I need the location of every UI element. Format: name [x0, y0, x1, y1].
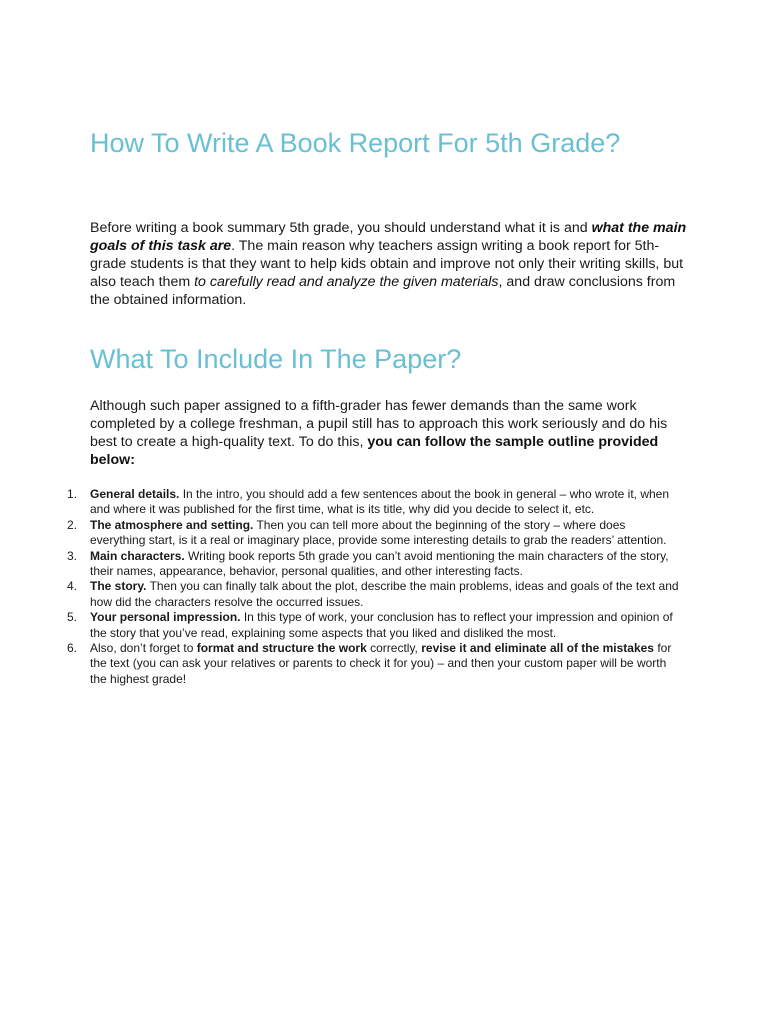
intro-text-3: , and draw conclusions from the obtained information. [90, 274, 676, 308]
outline-item-personal-impression [67, 610, 680, 641]
item-title: The atmosphere and setting. [90, 517, 254, 532]
intro-emphasis-read: to carefully read and analyze the given materials [194, 274, 499, 290]
item-emphasis-format: format and structure the work [196, 641, 367, 656]
item-number: 4. [67, 579, 78, 594]
outline-item-format-revise [67, 641, 680, 687]
item-title: Your personal impression. [90, 610, 241, 625]
intro-text-2: . The main reason why teachers assign writing a book report for 5th-grade students is that they want to help kids obtain and improve not only their writing skills, but also teach them [90, 238, 684, 290]
item-number: 3. [67, 548, 78, 563]
item-emphasis-revise: revise it and eliminate all of the mistakes [421, 641, 654, 656]
intro-text-1: Before writing a book summary 5th grade, you should understand what it is and [90, 220, 592, 236]
outline-intro-paragraph [90, 397, 690, 469]
outline-item-main-characters [67, 548, 680, 580]
outline-item-atmosphere-setting [67, 517, 680, 549]
outline-item-general-details [67, 487, 680, 518]
outline-list [67, 487, 680, 687]
item-number: 6. [67, 641, 78, 656]
item-text: Then you can finally talk about the plot, describe the main problems, ideas and goals of the text and how did the characters resolve the occurred issues. [90, 579, 679, 609]
item-text: In this type of work, your conclusion has to reflect your impression and opinion of the story that you’ve read, explaining some aspects that you liked and disliked the most. [90, 610, 673, 640]
item-number: 2. [67, 517, 78, 532]
item-title: General details. [90, 487, 180, 501]
item-text: correctly, [366, 641, 422, 656]
item-number: 1. [67, 487, 78, 501]
item-text: In the intro, you should add a few sentences about the book in general – who wrote it, when and where it was published for the first time, what is its title, why did you decide to select it, etc. [90, 487, 670, 517]
intro-emphasis-goals: what the main goals of this task are [90, 220, 687, 254]
item-title: Main characters. [90, 548, 185, 563]
intro-paragraph [90, 219, 690, 309]
item-text: Writing book reports 5th grade you can’t avoid mentioning the main characters of the story, their names, appearance, behavior, personal qualities, and other interesting facts. [90, 548, 669, 579]
item-title: The story. [90, 579, 147, 594]
outline-intro-emphasis: you can follow the sample outline provided below: [90, 434, 659, 468]
heading-what-to-include: What To Include In The Paper? [90, 344, 462, 374]
item-text: Also, don’t forget to [90, 641, 197, 656]
item-text: Then you can tell more about the beginning of the story – where does everything start, is it a real or imaginary place, provide some interesting details to grab the readers’ attention. [90, 517, 667, 548]
item-number: 5. [67, 610, 78, 625]
outline-intro-text: Although such paper assigned to a fifth-grader has fewer demands than the same work completed by a college freshman, a pupil still has to approach this work seriously and do his best to create a high-quality text. To do this, [90, 398, 668, 450]
item-text: for the text (you can ask your relatives or parents to check it for you) – and then your custom paper will be worth the highest grade! [90, 641, 672, 686]
outline-item-the-story [67, 579, 680, 610]
heading-book-report: How To Write A Book Report For 5th Grade? [90, 128, 621, 158]
